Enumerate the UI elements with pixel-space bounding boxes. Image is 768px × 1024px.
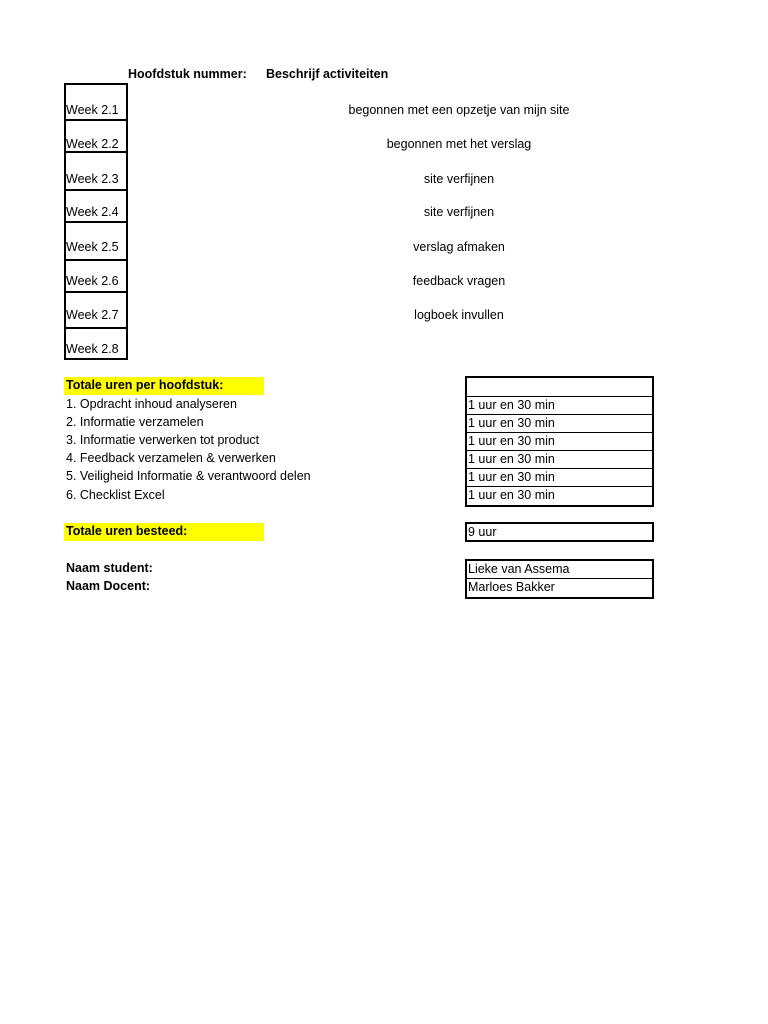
total-spent-label: Totale uren besteed: [66, 524, 188, 538]
week-label: Week 2.4 [66, 205, 119, 219]
chapter-item: 4. Feedback verzamelen & verwerken [66, 451, 276, 465]
names-table [465, 559, 654, 599]
week-label: Week 2.5 [66, 240, 119, 254]
chapter-item: 6. Checklist Excel [66, 488, 165, 502]
student-name-value: Lieke van Assema [467, 561, 652, 579]
week-label: Week 2.8 [66, 342, 119, 356]
chapter-hours-cell: 1 uur en 30 min [467, 397, 652, 415]
chapter-item: 3. Informatie verwerken tot product [66, 433, 260, 447]
chapter-hours-table [465, 376, 654, 507]
week-activity: begonnen met een opzetje van mijn site [348, 103, 570, 117]
teacher-name-value: Marloes Bakker [468, 580, 555, 594]
chapter-hours-cell: 1 uur en 30 min [467, 433, 652, 451]
chapter-number-header: Hoofdstuk nummer: [128, 67, 247, 81]
week-activity: site verfijnen [423, 205, 495, 219]
week-activity: logboek invullen [414, 308, 504, 322]
chapter-hours-cell: 1 uur en 30 min [467, 451, 652, 469]
chapter-hours-cell: 1 uur en 30 min [468, 488, 555, 502]
chapter-hours-header-cell [467, 378, 652, 397]
week-label: Week 2.1 [66, 103, 119, 117]
chapter-item: 1. Opdracht inhoud analyseren [66, 397, 237, 411]
chapter-item: 5. Veiligheid Informatie & verantwoord delen [66, 469, 311, 483]
student-name-label: Naam student: [66, 561, 153, 575]
chapter-hours-cell: 1 uur en 30 min [467, 469, 652, 487]
week-label: Week 2.7 [66, 308, 119, 322]
teacher-name-label: Naam Docent: [66, 579, 151, 593]
chapter-item: 2. Informatie verzamelen [66, 415, 204, 429]
week-label: Week 2.6 [66, 274, 119, 288]
week-border [64, 358, 128, 360]
describe-activities-header: Beschrijf activiteiten [266, 67, 389, 81]
week-activity: feedback vragen [412, 274, 506, 288]
week-activity: verslag afmaken [413, 240, 505, 254]
week-activity: begonnen met het verslag [386, 137, 532, 151]
total-spent-value: 9 uur [465, 522, 654, 542]
chapter-hours-cell: 1 uur en 30 min [467, 415, 652, 433]
week-label: Week 2.3 [66, 172, 119, 186]
week-label: Week 2.2 [66, 137, 119, 151]
totals-per-chapter-label: Totale uren per hoofdstuk: [66, 378, 224, 392]
week-activity: site verfijnen [423, 172, 495, 186]
